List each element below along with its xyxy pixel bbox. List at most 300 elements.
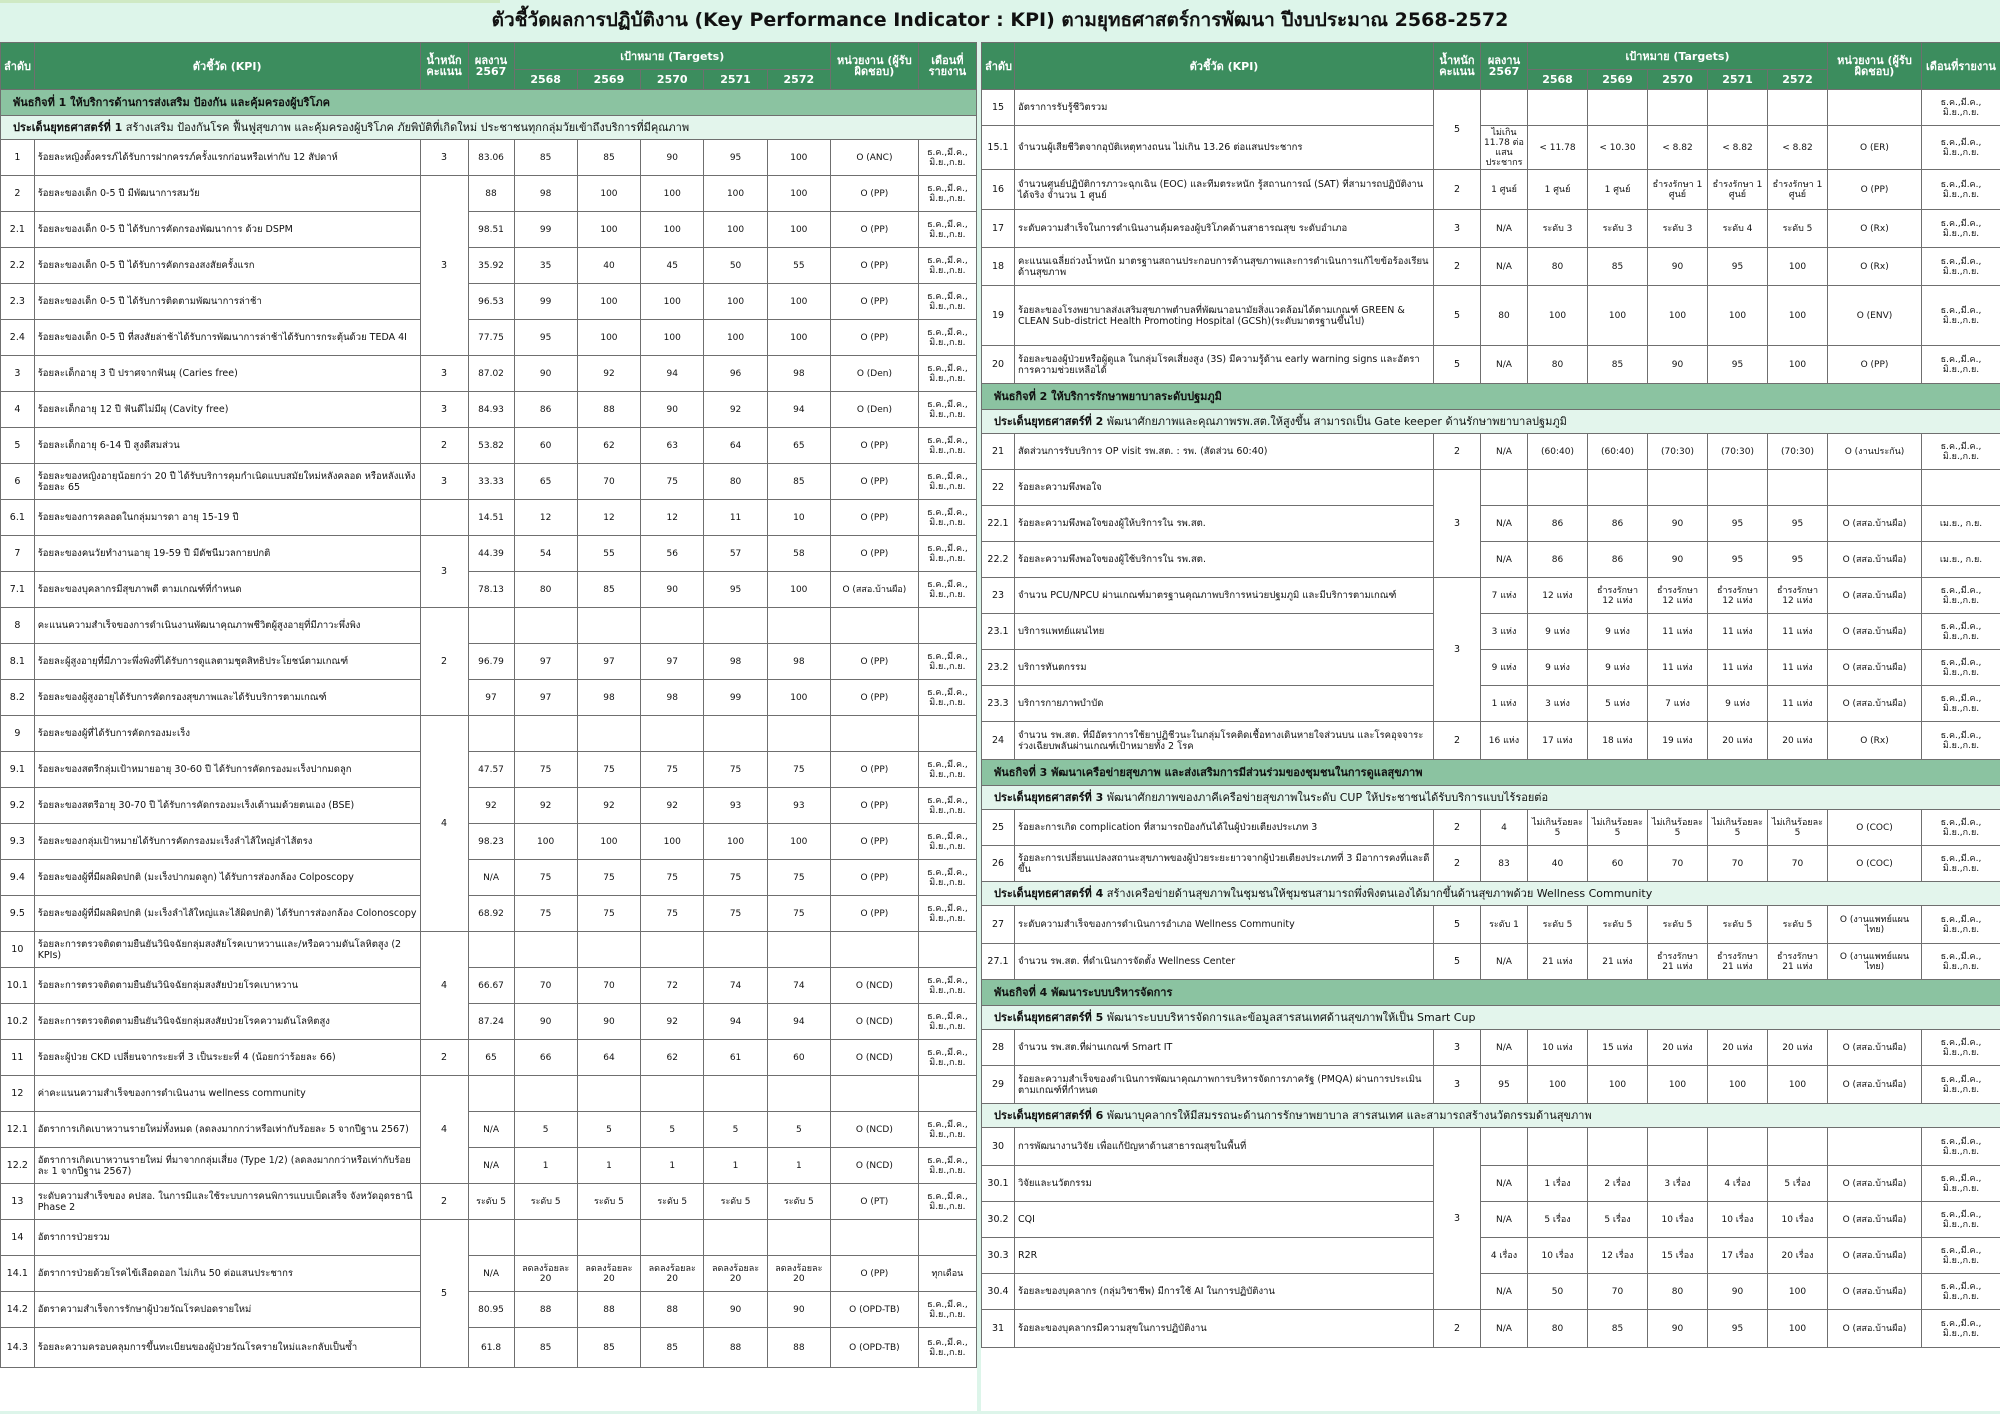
- strategy-label: [982, 882, 2000, 906]
- kpi-name: ร้อยละของสตรีอายุ 30-70 ปี ได้รับการคัดกรองมะเร็งเต้านมด้วยตนเอง (BSE): [34, 788, 420, 824]
- kpi-name: ร้อยละของการคลอดในกลุ่มมารดา อายุ 15-19 ปี: [34, 500, 420, 536]
- kpi-target: [577, 716, 640, 752]
- kpi-target: 98: [641, 680, 704, 716]
- kpi-report-month: ธ.ค.,มี.ค., มิ.ย.,ก.ย.: [918, 644, 976, 680]
- kpi-target: 100: [767, 572, 830, 608]
- header-result-2567: ผลงาน 2567: [1481, 43, 1528, 90]
- kpi-result-2567: 88: [468, 176, 514, 212]
- kpi-target: 100: [704, 320, 767, 356]
- kpi-number: 14.2: [1, 1292, 35, 1328]
- kpi-target: 100: [767, 176, 830, 212]
- kpi-report-month: เม.ย., ก.ย.: [1922, 506, 2000, 542]
- kpi-unit: O (PP): [1828, 346, 1922, 384]
- kpi-weight: 5: [420, 1220, 468, 1368]
- kpi-unit: [1828, 90, 1922, 126]
- kpi-target: 70: [1708, 846, 1768, 882]
- kpi-result-2567: 96.53: [468, 284, 514, 320]
- kpi-target: ระดับ 3: [1648, 210, 1708, 248]
- kpi-report-month: ธ.ค.,มี.ค., มิ.ย.,ก.ย.: [918, 896, 976, 932]
- kpi-target: 1: [577, 1148, 640, 1184]
- kpi-unit: O (สสอ.บ้านผือ): [1828, 1030, 1922, 1066]
- kpi-report-month: ธ.ค.,มี.ค., มิ.ย.,ก.ย.: [1922, 578, 2000, 614]
- kpi-name: ร้อยละการเกิด complication ที่สามารถป้องกันได้ในผู้ป่วยเตียงประเภท 3: [1015, 810, 1434, 846]
- kpi-target: 90: [704, 1292, 767, 1328]
- kpi-target: ระดับ 5: [514, 1184, 577, 1220]
- kpi-target: 62: [641, 1040, 704, 1076]
- kpi-name: อัตราการเกิดเบาหวานรายใหม่ ที่มาจากกลุ่มเสี่ยง (Type 1/2) (ลดลงมากกว่าหรือเท่ากับร้อยละ 1 จากปีฐาน 2567): [34, 1148, 420, 1184]
- kpi-report-month: ธ.ค.,มี.ค., มิ.ย.,ก.ย.: [1922, 1066, 2000, 1104]
- kpi-target: 96: [704, 356, 767, 392]
- header-year: 2569: [577, 70, 640, 90]
- kpi-report-month: ธ.ค.,มี.ค., มิ.ย.,ก.ย.: [1922, 1166, 2000, 1202]
- kpi-target: 10 เรื่อง: [1648, 1202, 1708, 1238]
- kpi-number: 2: [1, 176, 35, 212]
- kpi-row: [982, 286, 2000, 346]
- kpi-number: 11: [1, 1040, 35, 1076]
- kpi-row: [982, 170, 2000, 210]
- kpi-result-2567: 4 เรื่อง: [1481, 1238, 1528, 1274]
- kpi-result-2567: 87.02: [468, 356, 514, 392]
- kpi-weight: 4: [420, 716, 468, 932]
- kpi-name: R2R: [1015, 1238, 1434, 1274]
- kpi-target: ธำรงรักษา 21 แห่ง: [1768, 944, 1828, 980]
- kpi-target: 100: [577, 212, 640, 248]
- kpi-row: [1, 1148, 977, 1184]
- kpi-result-2567: 1 แห่ง: [1481, 686, 1528, 722]
- kpi-target: 9 แห่ง: [1708, 686, 1768, 722]
- header-report-month: เดือนที่รายงาน: [918, 43, 976, 90]
- kpi-name: ร้อยละเด็กอายุ 3 ปี ปราศจากฟันผุ (Caries free): [34, 356, 420, 392]
- kpi-target: 5 เรื่อง: [1528, 1202, 1588, 1238]
- mission-label: พันธกิจที่ 3 พัฒนาเครือข่ายสุขภาพ และส่งเสริมการมีส่วนร่วมของชุมชนในการดูแลสุขภาพ: [982, 760, 2000, 786]
- kpi-unit: O (สสอ.บ้านผือ): [1828, 614, 1922, 650]
- kpi-report-month: ธ.ค.,มี.ค., มิ.ย.,ก.ย.: [918, 428, 976, 464]
- kpi-target: < 11.78: [1528, 126, 1588, 170]
- kpi-unit: O (สสอ.บ้านผือ): [1828, 1166, 1922, 1202]
- kpi-number: 29: [982, 1066, 1015, 1104]
- kpi-name: ร้อยละของบุคลากรมีสุขภาพดี ตามเกณฑ์ที่กำหนด: [34, 572, 420, 608]
- kpi-target: 95: [1768, 542, 1828, 578]
- kpi-report-month: [918, 1076, 976, 1112]
- kpi-weight: 3: [420, 356, 468, 392]
- kpi-report-month: ธ.ค.,มี.ค., มิ.ย.,ก.ย.: [918, 860, 976, 896]
- kpi-row: [982, 810, 2000, 846]
- kpi-target: 55: [767, 248, 830, 284]
- kpi-target: 100: [1768, 1274, 1828, 1310]
- kpi-target: [1528, 90, 1588, 126]
- kpi-unit: O (NCD): [830, 1148, 918, 1184]
- kpi-target: ลดลงร้อยละ 20: [577, 1256, 640, 1292]
- kpi-unit: O (NCD): [830, 968, 918, 1004]
- header-weight: น้ำหนักคะแนน: [420, 43, 468, 90]
- kpi-number: 23.3: [982, 686, 1015, 722]
- kpi-target: 5 แห่ง: [1588, 686, 1648, 722]
- kpi-number: 10.2: [1, 1004, 35, 1040]
- kpi-target: 50: [1528, 1274, 1588, 1310]
- kpi-target: 20 แห่ง: [1648, 1030, 1708, 1066]
- kpi-row: [1, 356, 977, 392]
- kpi-report-month: ธ.ค.,มี.ค., มิ.ย.,ก.ย.: [1922, 170, 2000, 210]
- kpi-weight: 2: [1434, 1310, 1481, 1348]
- kpi-target: 97: [514, 644, 577, 680]
- kpi-target: 75: [767, 752, 830, 788]
- kpi-target: 90: [514, 1004, 577, 1040]
- kpi-target: 86: [1588, 542, 1648, 578]
- kpi-target: 100: [1768, 286, 1828, 346]
- kpi-name: ร้อยละความครอบคลุมการขึ้นทะเบียนของผู้ป่วยวัณโรครายใหม่และกลับเป็นซ้ำ: [34, 1328, 420, 1368]
- kpi-target: [577, 1220, 640, 1256]
- kpi-target: 95: [704, 140, 767, 176]
- kpi-target: 72: [641, 968, 704, 1004]
- kpi-target: 100: [767, 284, 830, 320]
- kpi-name: อัตราความสำเร็จการรักษาผู้ป่วยวัณโรคปอดรายใหม่: [34, 1292, 420, 1328]
- kpi-target: 100: [704, 176, 767, 212]
- kpi-unit: [830, 608, 918, 644]
- kpi-unit: O (สสอ.บ้านผือ): [1828, 578, 1922, 614]
- kpi-name: ร้อยละของผู้สูงอายุได้รับการคัดกรองสุขภาพและได้รับบริการตามเกณฑ์: [34, 680, 420, 716]
- kpi-row: [1, 680, 977, 716]
- kpi-result-2567: [468, 932, 514, 968]
- kpi-row: [1, 968, 977, 1004]
- kpi-name: ร้อยละการเปลี่ยนแปลงสถานะสุขภาพของผู้ป่วยระยะยาวจากผู้ป่วยเตียงประเภทที่ 3 มีอาการคงที่และดีขึ้น: [1015, 846, 1434, 882]
- kpi-unit: O (สสอ.บ้านผือ): [1828, 1238, 1922, 1274]
- kpi-target: 100: [1768, 346, 1828, 384]
- kpi-row: [982, 944, 2000, 980]
- kpi-unit: O (PP): [830, 788, 918, 824]
- kpi-row: [1, 1040, 977, 1076]
- kpi-report-month: ธ.ค.,มี.ค., มิ.ย.,ก.ย.: [1922, 346, 2000, 384]
- kpi-unit: O (COC): [1828, 810, 1922, 846]
- kpi-target: [1708, 1128, 1768, 1166]
- kpi-target: ระดับ 4: [1708, 210, 1768, 248]
- kpi-number: 10.1: [1, 968, 35, 1004]
- kpi-row: [1, 392, 977, 428]
- kpi-number: 18: [982, 248, 1015, 286]
- kpi-target: 98: [767, 356, 830, 392]
- kpi-result-2567: 84.93: [468, 392, 514, 428]
- kpi-number: 19: [982, 286, 1015, 346]
- kpi-unit: O (PP): [830, 824, 918, 860]
- strategy-number: ประเด็นยุทธศาสตร์ที่ 3: [994, 791, 1104, 804]
- kpi-target: ระดับ 5: [1768, 906, 1828, 944]
- kpi-target: 10 เรื่อง: [1708, 1202, 1768, 1238]
- kpi-number: 8.1: [1, 644, 35, 680]
- kpi-weight: 4: [420, 1076, 468, 1184]
- kpi-result-2567: N/A: [1481, 1274, 1528, 1310]
- kpi-number: 14.1: [1, 1256, 35, 1292]
- kpi-number: 25: [982, 810, 1015, 846]
- kpi-target: 58: [767, 536, 830, 572]
- kpi-target: 11 แห่ง: [1768, 650, 1828, 686]
- mission-row: [982, 384, 2000, 410]
- mission-label: พันธกิจที่ 4 พัฒนาระบบบริหารจัดการ: [982, 980, 2000, 1006]
- kpi-target: 100: [641, 320, 704, 356]
- kpi-target: ไม่เกินร้อยละ 5: [1588, 810, 1648, 846]
- kpi-target: 60: [1588, 846, 1648, 882]
- kpi-target: [767, 1076, 830, 1112]
- kpi-target: ธำรงรักษา 12 แห่ง: [1588, 578, 1648, 614]
- kpi-name: ร้อยละของโรงพยาบาลส่งเสริมสุขภาพตำบลที่พัฒนาอนามัยสิ่งแวดล้อมได้ตามเกณฑ์ GREEN & CLEAN Sub-district Health Promoting Hospital (GCSh)(ระดับมาตรฐานขึ้นไป): [1015, 286, 1434, 346]
- kpi-target: 97: [514, 680, 577, 716]
- strategy-number: ประเด็นยุทธศาสตร์ที่ 6: [994, 1109, 1104, 1122]
- kpi-number: 23.2: [982, 650, 1015, 686]
- kpi-name: ร้อยละความพึงพอใจของผู้ให้บริการใน รพ.สต.: [1015, 506, 1434, 542]
- kpi-target: 99: [704, 680, 767, 716]
- kpi-target: 1 ศูนย์: [1588, 170, 1648, 210]
- header-year: 2571: [704, 70, 767, 90]
- kpi-target: 86: [1528, 506, 1588, 542]
- kpi-target: [767, 608, 830, 644]
- kpi-weight: 2: [420, 608, 468, 716]
- kpi-target: 9 แห่ง: [1588, 650, 1648, 686]
- kpi-target: 70: [1768, 846, 1828, 882]
- kpi-target: ธำรงรักษา 21 แห่ง: [1708, 944, 1768, 980]
- kpi-target: ไม่เกินร้อยละ 5: [1528, 810, 1588, 846]
- kpi-target: 75: [704, 860, 767, 896]
- kpi-report-month: ธ.ค.,มี.ค., มิ.ย.,ก.ย.: [1922, 1310, 2000, 1348]
- kpi-unit: O (งานแพทย์แผนไทย): [1828, 944, 1922, 980]
- kpi-target: 99: [514, 212, 577, 248]
- kpi-row: [1, 1076, 977, 1112]
- kpi-result-2567: [468, 608, 514, 644]
- kpi-unit: O (สสอ.บ้านผือ): [1828, 1066, 1922, 1104]
- kpi-result-2567: N/A: [468, 860, 514, 896]
- kpi-table-right-panel: [981, 42, 2000, 1411]
- header-year: 2572: [767, 70, 830, 90]
- kpi-unit: [830, 716, 918, 752]
- kpi-target: [1588, 470, 1648, 506]
- kpi-result-2567: 1 ศูนย์: [1481, 170, 1528, 210]
- kpi-row: [982, 650, 2000, 686]
- kpi-target: 10 เรื่อง: [1768, 1202, 1828, 1238]
- kpi-name: ร้อยละการตรวจติดตามยืนยันวินิจฉัยกลุ่มสงสัยป่วยโรคเบาหวาน: [34, 968, 420, 1004]
- kpi-number: 20: [982, 346, 1015, 384]
- kpi-row: [1, 320, 977, 356]
- kpi-target: 95: [514, 320, 577, 356]
- kpi-weight: 5: [1434, 286, 1481, 346]
- kpi-number: 8: [1, 608, 35, 644]
- kpi-target: 100: [1528, 1066, 1588, 1104]
- header-targets: เป้าหมาย (Targets): [514, 43, 830, 70]
- kpi-result-2567: 47.57: [468, 752, 514, 788]
- kpi-weight: 3: [420, 536, 468, 608]
- kpi-target: 1: [704, 1148, 767, 1184]
- kpi-target: 88: [577, 1292, 640, 1328]
- kpi-row: [982, 542, 2000, 578]
- kpi-target: 80: [704, 464, 767, 500]
- kpi-weight: 3: [420, 176, 468, 356]
- kpi-row: [982, 1128, 2000, 1166]
- kpi-report-month: ธ.ค.,มี.ค., มิ.ย.,ก.ย.: [918, 968, 976, 1004]
- kpi-name: คะแนนความสำเร็จของการดำเนินงานพัฒนาคุณภาพชีวิตผู้สูงอายุที่มีภาวะพึ่งพิง: [34, 608, 420, 644]
- kpi-result-2567: 92: [468, 788, 514, 824]
- kpi-target: 85: [1588, 248, 1648, 286]
- kpi-number: 22.2: [982, 542, 1015, 578]
- kpi-result-2567: 83.06: [468, 140, 514, 176]
- kpi-target: 85: [514, 140, 577, 176]
- kpi-target: 3 แห่ง: [1528, 686, 1588, 722]
- kpi-number: 14: [1, 1220, 35, 1256]
- kpi-result-2567: 78.13: [468, 572, 514, 608]
- kpi-target: 80: [1648, 1274, 1708, 1310]
- header-year: 2571: [1708, 70, 1768, 90]
- kpi-name: ร้อยละของกลุ่มเป้าหมายได้รับการคัดกรองมะเร็งลำไส้ใหญ่ลำไส้ตรง: [34, 824, 420, 860]
- kpi-target: 20 แห่ง: [1768, 722, 1828, 760]
- kpi-target: 61: [704, 1040, 767, 1076]
- kpi-target: 92: [514, 788, 577, 824]
- kpi-target: ธำรงรักษา 1 ศูนย์: [1768, 170, 1828, 210]
- kpi-target: 21 แห่ง: [1528, 944, 1588, 980]
- kpi-report-month: ธ.ค.,มี.ค., มิ.ย.,ก.ย.: [1922, 248, 2000, 286]
- kpi-target: ระดับ 5: [704, 1184, 767, 1220]
- strategy-label: [982, 410, 2000, 434]
- kpi-target: 15 แห่ง: [1588, 1030, 1648, 1066]
- kpi-row: [982, 1274, 2000, 1310]
- kpi-target: 40: [577, 248, 640, 284]
- kpi-row: [1, 860, 977, 896]
- kpi-weight: 3: [420, 464, 468, 500]
- kpi-row: [982, 1030, 2000, 1066]
- kpi-target: [1528, 470, 1588, 506]
- kpi-target: [514, 716, 577, 752]
- kpi-target: ไม่เกินร้อยละ 5: [1648, 810, 1708, 846]
- kpi-row: [1, 212, 977, 248]
- kpi-number: 30: [982, 1128, 1015, 1166]
- kpi-result-2567: 35.92: [468, 248, 514, 284]
- kpi-unit: O (PP): [830, 212, 918, 248]
- kpi-number: 22: [982, 470, 1015, 506]
- kpi-unit: O (NCD): [830, 1040, 918, 1076]
- kpi-unit: O (PP): [830, 500, 918, 536]
- kpi-number: 15: [982, 90, 1015, 126]
- kpi-name: ร้อยละของเด็ก 0-5 ปี ได้รับการคัดกรองพัฒนาการ ด้วย DSPM: [34, 212, 420, 248]
- kpi-number: 9.5: [1, 896, 35, 932]
- kpi-number: 26: [982, 846, 1015, 882]
- kpi-target: 99: [514, 284, 577, 320]
- kpi-result-2567: 44.39: [468, 536, 514, 572]
- strategy-number: ประเด็นยุทธศาสตร์ที่ 2: [994, 415, 1104, 428]
- kpi-weight: 2: [420, 1184, 468, 1220]
- kpi-target: (70:30): [1768, 434, 1828, 470]
- kpi-report-month: ทุกเดือน: [918, 1256, 976, 1292]
- kpi-report-month: เม.ย., ก.ย.: [1922, 542, 2000, 578]
- kpi-unit: O (สสอ.บ้านผือ): [1828, 506, 1922, 542]
- kpi-report-month: ธ.ค.,มี.ค., มิ.ย.,ก.ย.: [1922, 1128, 2000, 1166]
- kpi-name: อัตราการเกิดเบาหวานรายใหม่ทั้งหมด (ลดลงมากกว่าหรือเท่ากับร้อยละ 5 จากปีฐาน 2567): [34, 1112, 420, 1148]
- kpi-target: 90: [1648, 248, 1708, 286]
- kpi-target: [704, 932, 767, 968]
- mission-row: [982, 980, 2000, 1006]
- kpi-name: อัตราการป่วยด้วยโรคไข้เลือดออก ไม่เกิน 50 ต่อแสนประชากร: [34, 1256, 420, 1292]
- kpi-target: ไม่เกินร้อยละ 5: [1708, 810, 1768, 846]
- header-year: 2570: [1648, 70, 1708, 90]
- strategy-label: [982, 1104, 2000, 1128]
- kpi-report-month: ธ.ค.,มี.ค., มิ.ย.,ก.ย.: [1922, 1238, 2000, 1274]
- kpi-name: ร้อยละความสำเร็จของดำเนินการพัฒนาคุณภาพการบริหารจัดการภาครัฐ (PMQA) ผ่านการประเมินตามเกณฑ์ที่กำหนด: [1015, 1066, 1434, 1104]
- kpi-target: ธำรงรักษา 21 แห่ง: [1648, 944, 1708, 980]
- kpi-row: [1, 824, 977, 860]
- kpi-weight: 3: [420, 140, 468, 176]
- kpi-target: 12: [577, 500, 640, 536]
- kpi-row: [982, 90, 2000, 126]
- kpi-name: ระดับความสำเร็จของการดำเนินการอำเภอ Wellness Community: [1015, 906, 1434, 944]
- kpi-weight: 2: [1434, 170, 1481, 210]
- kpi-number: 23: [982, 578, 1015, 614]
- kpi-target: 70: [1588, 1274, 1648, 1310]
- kpi-number: 30.2: [982, 1202, 1015, 1238]
- kpi-target: 93: [704, 788, 767, 824]
- kpi-weight: 5: [1434, 346, 1481, 384]
- kpi-number: 10: [1, 932, 35, 968]
- kpi-name: ค่าคะแนนความสำเร็จของการดำเนินงาน wellness community: [34, 1076, 420, 1112]
- strategy-number: ประเด็นยุทธศาสตร์ที่ 5: [994, 1011, 1104, 1024]
- kpi-unit: O (PP): [830, 248, 918, 284]
- kpi-row: [982, 248, 2000, 286]
- kpi-result-2567: N/A: [1481, 1166, 1528, 1202]
- kpi-weight: 2: [420, 428, 468, 464]
- kpi-result-2567: [1481, 470, 1528, 506]
- kpi-target: 88: [514, 1292, 577, 1328]
- kpi-result-2567: N/A: [1481, 210, 1528, 248]
- kpi-result-2567: 33.33: [468, 464, 514, 500]
- kpi-target: ลดลงร้อยละ 20: [767, 1256, 830, 1292]
- kpi-report-month: ธ.ค.,มี.ค., มิ.ย.,ก.ย.: [918, 1112, 976, 1148]
- kpi-result-2567: [468, 1220, 514, 1256]
- kpi-target: < 10.30: [1588, 126, 1648, 170]
- kpi-row: [982, 1238, 2000, 1274]
- kpi-report-month: ธ.ค.,มี.ค., มิ.ย.,ก.ย.: [918, 284, 976, 320]
- kpi-row: [1, 788, 977, 824]
- kpi-name: ร้อยละการตรวจติดตามยืนยันวินิจฉัยกลุ่มสงสัยป่วยโรคความดันโลหิตสูง: [34, 1004, 420, 1040]
- kpi-target: 9 แห่ง: [1528, 650, 1588, 686]
- kpi-target: 86: [1588, 506, 1648, 542]
- kpi-target: 90: [767, 1292, 830, 1328]
- kpi-target: 40: [1528, 846, 1588, 882]
- kpi-name: ร้อยละหญิงตั้งครรภ์ได้รับการฝากครรภ์ครั้งแรกก่อนหรือเท่ากับ 12 สัปดาห์: [34, 140, 420, 176]
- kpi-unit: O (งานประกัน): [1828, 434, 1922, 470]
- kpi-target: 92: [577, 356, 640, 392]
- kpi-weight: 3: [1434, 1066, 1481, 1104]
- kpi-unit: O (PP): [830, 644, 918, 680]
- kpi-report-month: ธ.ค.,มี.ค., มิ.ย.,ก.ย.: [918, 176, 976, 212]
- kpi-target: 20 แห่ง: [1768, 1030, 1828, 1066]
- header-year: 2568: [514, 70, 577, 90]
- kpi-target: [704, 608, 767, 644]
- kpi-result-2567: 77.75: [468, 320, 514, 356]
- kpi-weight: 5: [1434, 906, 1481, 944]
- kpi-target: 9 แห่ง: [1588, 614, 1648, 650]
- kpi-target: 100: [1768, 1310, 1828, 1348]
- kpi-target: 5: [704, 1112, 767, 1148]
- kpi-result-2567: N/A: [1481, 434, 1528, 470]
- kpi-number: 9.4: [1, 860, 35, 896]
- strategy-text: สร้างเสริม ป้องกันโรค ฟื้นฟูสุขภาพ และคุ้มครองผู้บริโภค ภัยพิบัติที่เกิดใหม่ ประชาชนทุกกลุ่มวัยเข้าถึงบริการที่มีคุณภาพ: [122, 121, 690, 134]
- kpi-target: [1648, 470, 1708, 506]
- kpi-target: 1: [514, 1148, 577, 1184]
- kpi-target: 100: [767, 320, 830, 356]
- kpi-target: 63: [641, 428, 704, 464]
- kpi-report-month: ธ.ค.,มี.ค., มิ.ย.,ก.ย.: [1922, 1202, 2000, 1238]
- kpi-target: < 8.82: [1708, 126, 1768, 170]
- kpi-target: 75: [577, 860, 640, 896]
- kpi-target: 5 เรื่อง: [1588, 1202, 1648, 1238]
- kpi-weight: 2: [1434, 248, 1481, 286]
- kpi-report-month: ธ.ค.,มี.ค., มิ.ย.,ก.ย.: [918, 1004, 976, 1040]
- kpi-target: [1588, 1128, 1648, 1166]
- kpi-unit: O (COC): [1828, 846, 1922, 882]
- kpi-name: คะแนนเฉลี่ยถ่วงน้ำหนัก มาตรฐานสถานประกอบการด้านสุขภาพและการดำเนินการแก้ไขข้อร้องเรียนด้านสุขภาพ: [1015, 248, 1434, 286]
- kpi-report-month: ธ.ค.,มี.ค., มิ.ย.,ก.ย.: [918, 572, 976, 608]
